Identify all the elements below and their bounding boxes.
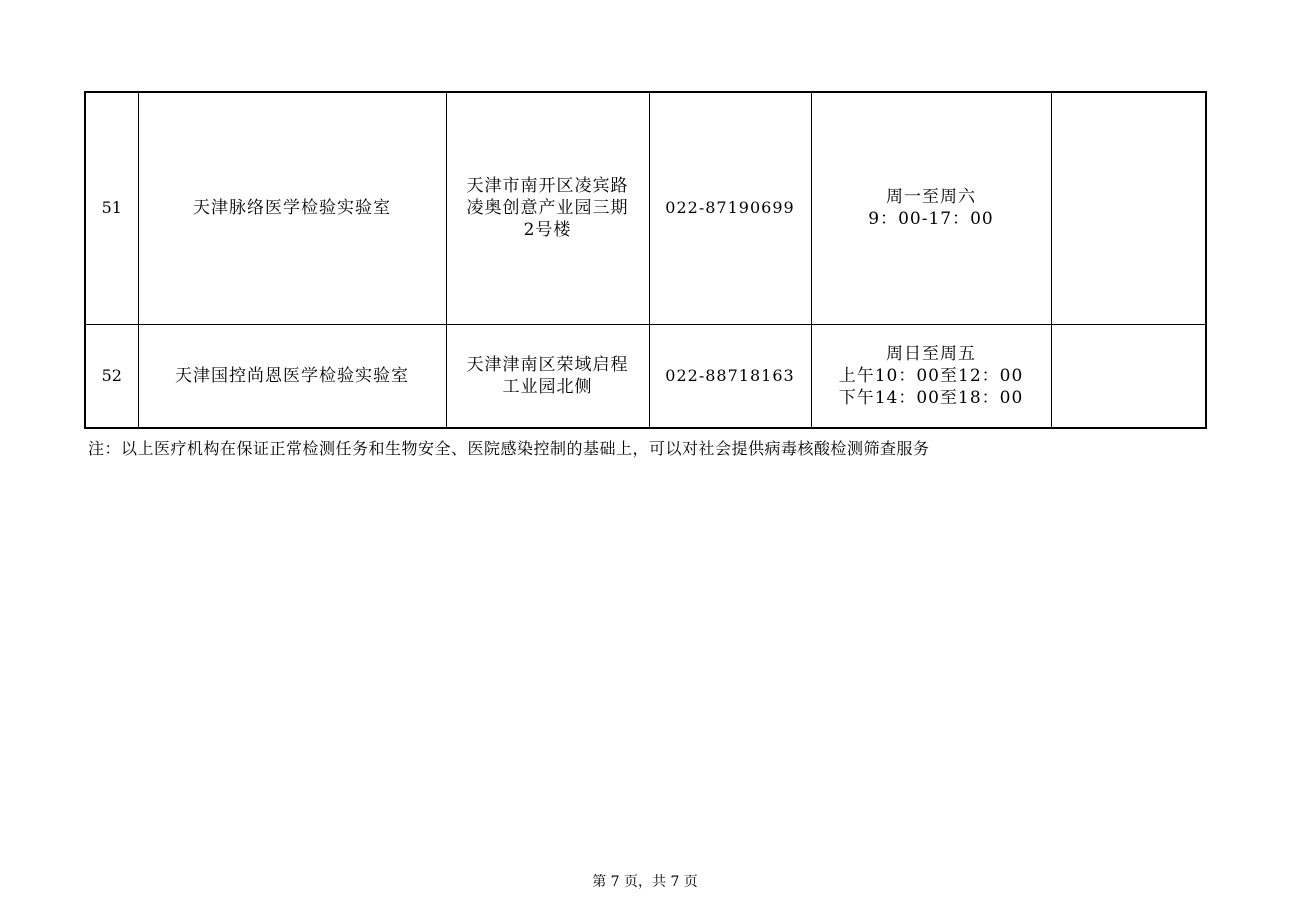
- phone-cell: 022-87190699: [649, 92, 811, 324]
- address-cell: 天津津南区荣域启程 工业园北侧: [446, 324, 649, 428]
- remarks-cell: [1051, 324, 1206, 428]
- table-footnote: 注：以上医疗机构在保证正常检测任务和生物安全、医院感染控制的基础上，可以对社会提供病毒核酸检测筛查服务: [88, 439, 930, 458]
- row-number-cell: 52: [85, 324, 138, 428]
- phone-cell: 022-88718163: [649, 324, 811, 428]
- row-number-cell: 51: [85, 92, 138, 324]
- institution-name-cell: 天津脉络医学检验实验室: [138, 92, 446, 324]
- service-hours-cell: 周日至周五 上午10：00至12：00 下午14：00至18：00: [811, 324, 1051, 428]
- page-footer: 第 7 页，共 7 页: [592, 874, 698, 890]
- remarks-cell: [1051, 92, 1206, 324]
- service-hours-cell: 周一至周六 9：00-17：00: [811, 92, 1051, 324]
- testing-labs-table: [84, 91, 1207, 429]
- address-cell: 天津市南开区凌宾路 凌奥创意产业园三期 2号楼: [446, 92, 649, 324]
- table-row: [85, 324, 1206, 428]
- institution-name-cell: 天津国控尚恩医学检验实验室: [138, 324, 446, 428]
- table-row: [85, 92, 1206, 324]
